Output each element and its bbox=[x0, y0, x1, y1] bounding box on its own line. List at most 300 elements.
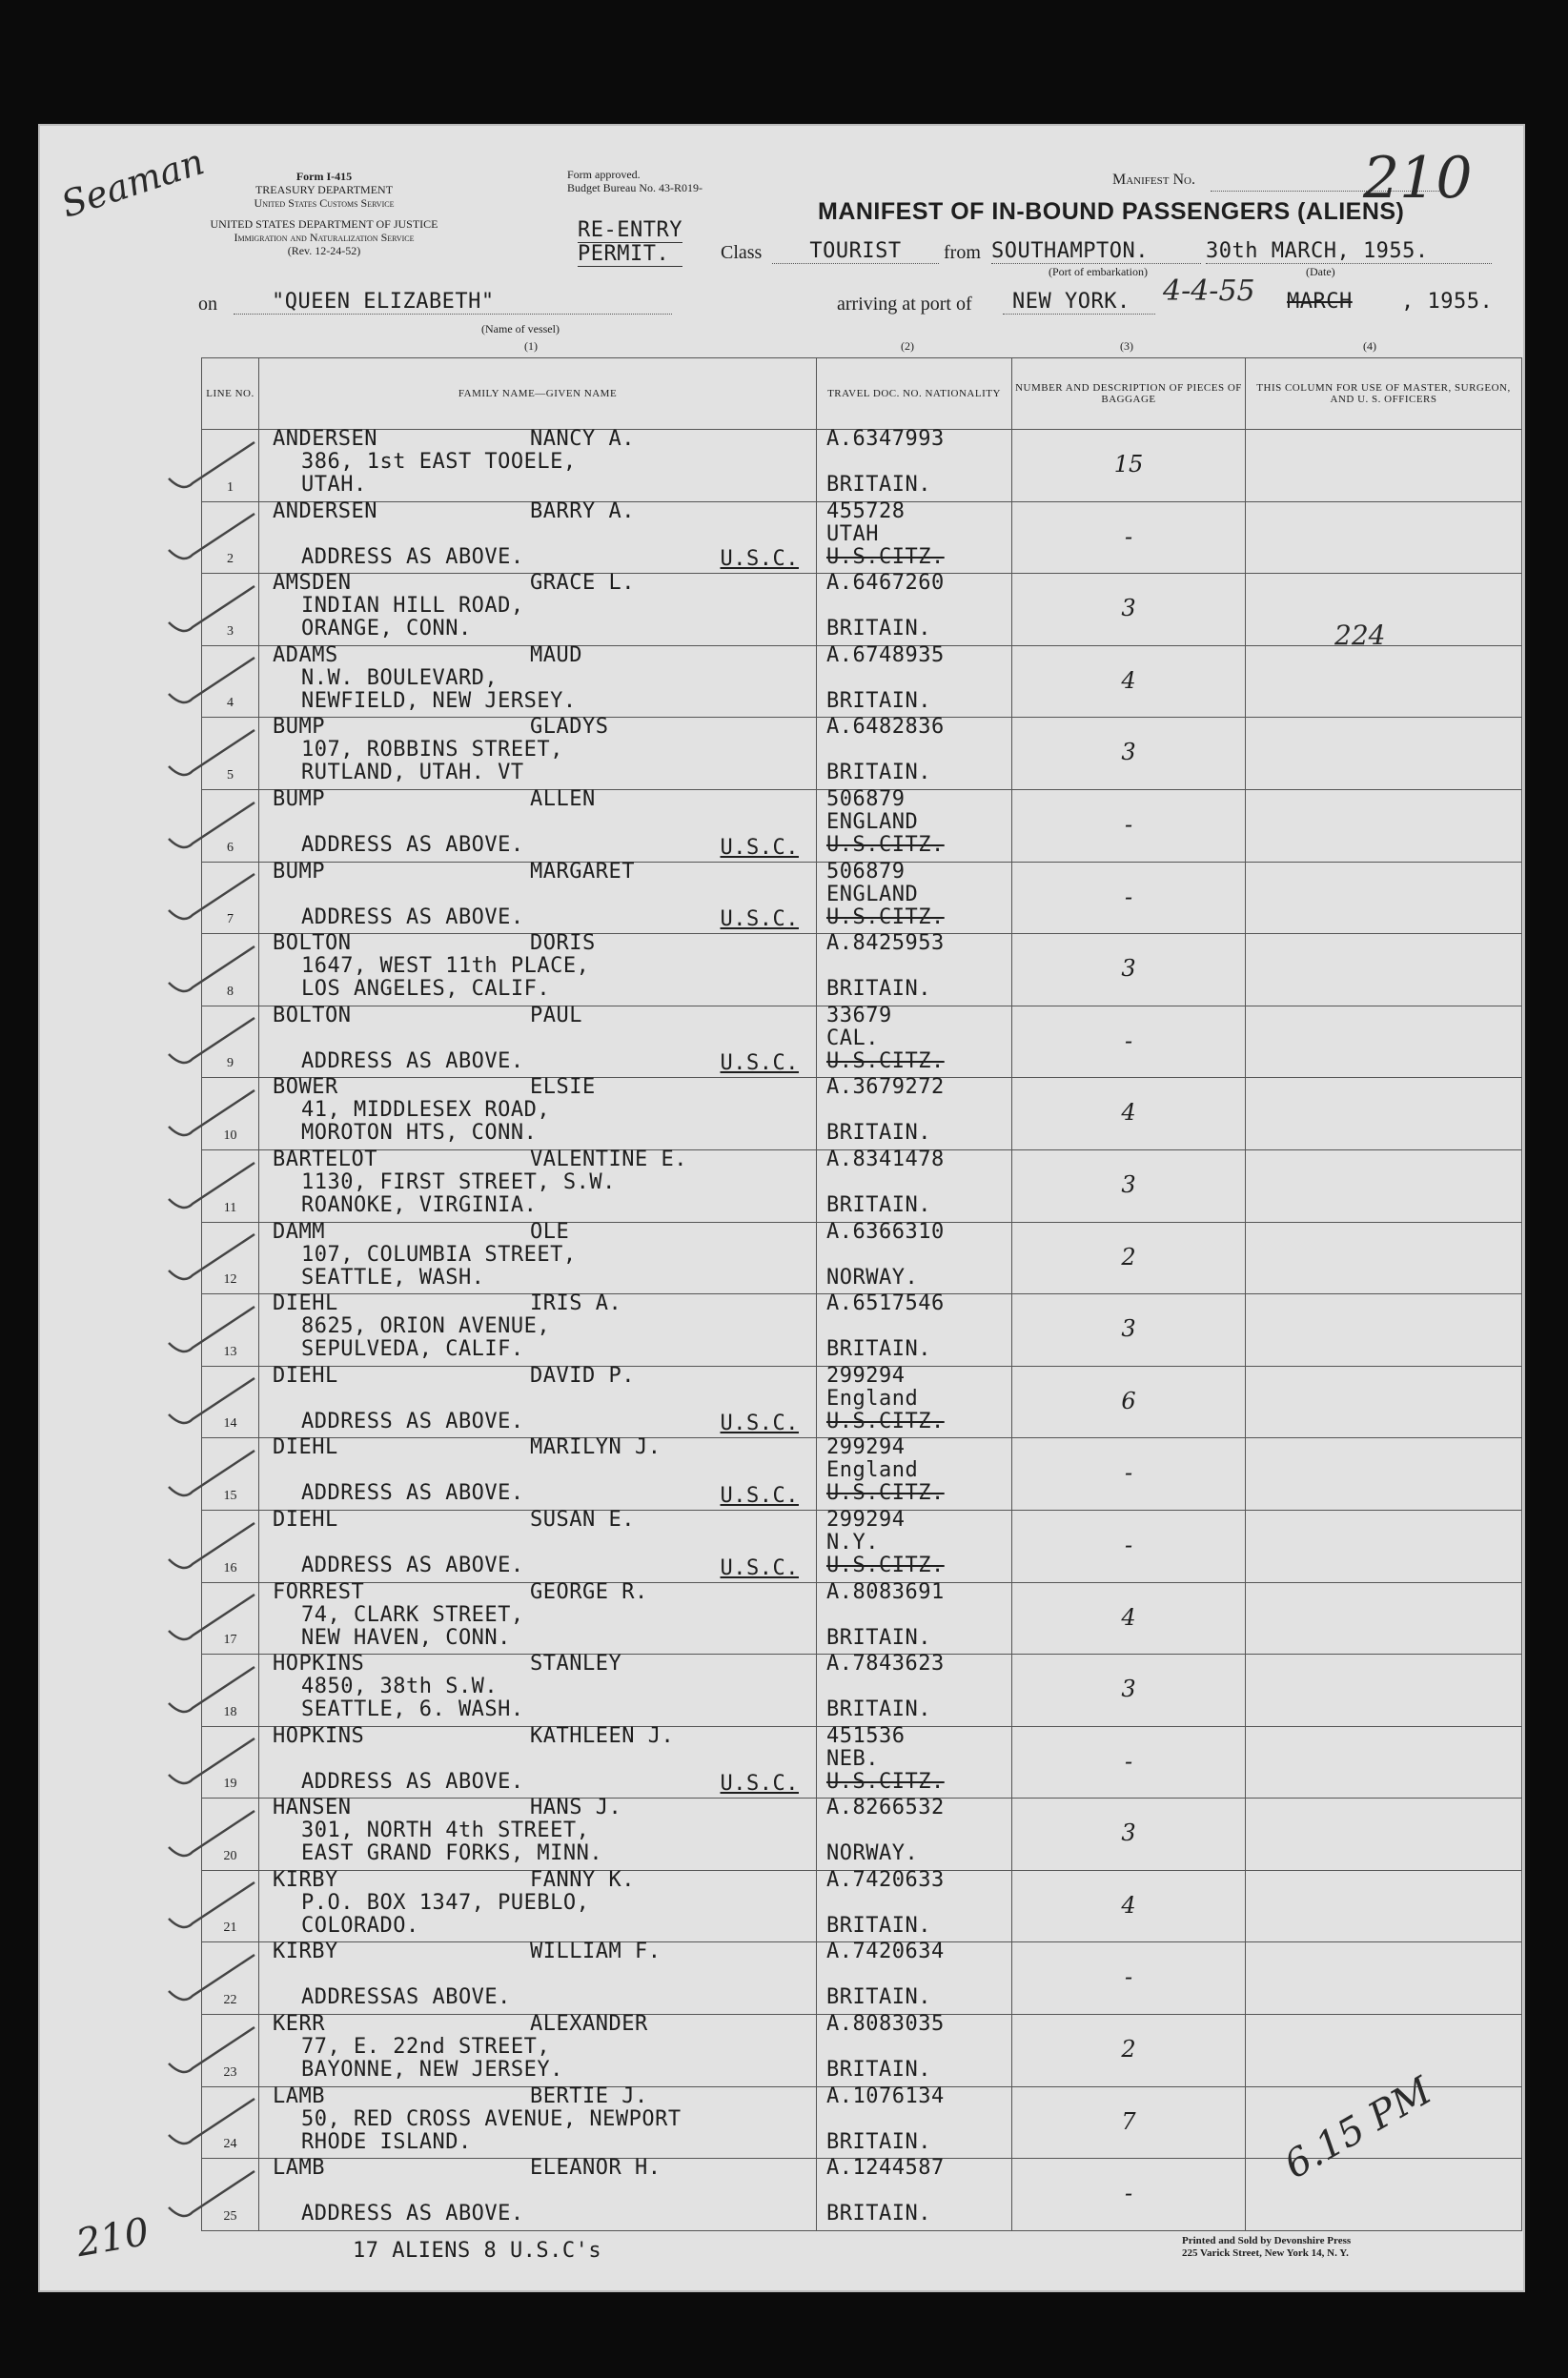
given-name: DORIS bbox=[530, 931, 596, 956]
nationality: BRITAIN. bbox=[826, 2058, 931, 2083]
cell-officers bbox=[1246, 645, 1522, 718]
address-line-1: 4850, 38th S.W. bbox=[301, 1675, 499, 1699]
cell-name bbox=[259, 1075, 817, 1150]
cell-officers bbox=[1246, 501, 1522, 574]
dept-customs: United States Customs Service bbox=[254, 196, 395, 210]
cell-line-no bbox=[202, 934, 259, 1006]
nationality: U.S.CITZ. bbox=[826, 904, 945, 929]
cell-officers bbox=[1246, 1510, 1522, 1582]
cell-baggage bbox=[1012, 2159, 1246, 2231]
cell-line-no bbox=[202, 1438, 259, 1511]
cell-line-no bbox=[202, 501, 259, 574]
address-line-2: ADDRESS AS ABOVE. bbox=[301, 1481, 524, 1506]
address-line-2: MOROTON HTS, CONN. bbox=[301, 1121, 538, 1146]
address-line-1 bbox=[273, 1532, 812, 1555]
travel-doc-no: 299294 bbox=[826, 1507, 906, 1532]
address-line-1: 8625, ORION AVENUE, bbox=[301, 1314, 551, 1339]
address-line-1: 1130, FIRST STREET, S.W. bbox=[301, 1169, 616, 1194]
doc-origin bbox=[826, 739, 945, 762]
given-name: MARILYN J. bbox=[530, 1435, 662, 1460]
family-name: LAMB bbox=[273, 2083, 325, 2108]
cell-line-no bbox=[202, 1799, 259, 1871]
given-name: GRACE L. bbox=[530, 571, 635, 596]
doc-origin: ENGLAND bbox=[826, 882, 919, 906]
line-number: 1 bbox=[227, 479, 234, 495]
table-row bbox=[202, 1655, 1522, 1727]
address-line-2: ORANGE, CONN. bbox=[301, 617, 472, 641]
table-row bbox=[202, 2015, 1522, 2087]
given-name: MARGARET bbox=[530, 859, 635, 884]
line-number: 19 bbox=[223, 1777, 237, 1792]
nationality: BRITAIN. bbox=[826, 2129, 931, 2154]
nationality: U.S.CITZ. bbox=[826, 1481, 945, 1506]
nationality: BRITAIN. bbox=[826, 1697, 931, 1722]
doc-origin: UTAH bbox=[826, 521, 879, 546]
travel-doc-no: A.6482836 bbox=[826, 715, 945, 740]
baggage-count: 3 bbox=[1121, 1676, 1136, 1703]
form-approved: Form approved. bbox=[567, 168, 641, 181]
cell-name bbox=[259, 1435, 817, 1511]
header-baggage: NUMBER AND DESCRIPTION OF PIECES OF BAGGAGE bbox=[1012, 358, 1246, 430]
manifest-sheet bbox=[38, 124, 1525, 2292]
given-name: KATHLEEN J. bbox=[530, 1723, 675, 1748]
form-rev: (Rev. 12-24-52) bbox=[287, 244, 361, 257]
family-name: ADAMS bbox=[273, 642, 338, 667]
cell-officers bbox=[1246, 1870, 1522, 1942]
address-line-2: ROANOKE, VIRGINIA. bbox=[301, 1192, 538, 1217]
table-row bbox=[202, 789, 1522, 862]
cell-line-no bbox=[202, 1294, 259, 1367]
given-name: GLADYS bbox=[530, 715, 609, 740]
nationality: U.S.CITZ. bbox=[826, 1553, 945, 1577]
doc-origin bbox=[826, 667, 945, 690]
address-line-2: SEATTLE, WASH. bbox=[301, 1265, 485, 1290]
nationality: BRITAIN. bbox=[826, 1192, 931, 1217]
printer-line2: 225 Varick Street, New York 14, N. Y. bbox=[1182, 2247, 1349, 2259]
address-line-2: RHODE ISLAND. bbox=[301, 2129, 472, 2154]
address-line-1 bbox=[273, 1459, 812, 1482]
baggage-count: 4 bbox=[1121, 1099, 1136, 1127]
family-name: ANDERSEN bbox=[273, 427, 377, 451]
address-line-1: INDIAN HILL ROAD, bbox=[301, 594, 524, 619]
doc-origin bbox=[826, 2180, 945, 2203]
usc-marker: U.S.C. bbox=[720, 1051, 799, 1076]
cell-officers bbox=[1246, 1582, 1522, 1655]
family-name: DIEHL bbox=[273, 1507, 338, 1532]
usc-marker: U.S.C. bbox=[720, 907, 799, 932]
table-row bbox=[202, 862, 1522, 934]
cell-officers bbox=[1246, 1366, 1522, 1438]
form-number: Form I-415 bbox=[295, 170, 353, 183]
handwritten-time: 6.15 PM bbox=[1276, 2068, 1439, 2188]
col-num-1: (1) bbox=[524, 339, 538, 353]
doc-origin: ENGLAND bbox=[826, 809, 919, 834]
dept-justice: UNITED STATES DEPARTMENT OF JUSTICE bbox=[210, 217, 438, 231]
family-name: DIEHL bbox=[273, 1363, 338, 1388]
table-row bbox=[202, 645, 1522, 718]
cell-officers bbox=[1246, 1149, 1522, 1222]
cell-line-no bbox=[202, 1655, 259, 1727]
line-number: 14 bbox=[223, 1416, 237, 1432]
table-row bbox=[202, 1222, 1522, 1294]
family-name: HANSEN bbox=[273, 1796, 352, 1820]
cell-baggage bbox=[1012, 1006, 1246, 1078]
line-number: 7 bbox=[227, 912, 234, 927]
family-name: DIEHL bbox=[273, 1291, 338, 1316]
cell-line-no bbox=[202, 1942, 259, 2015]
manifest-title: MANIFEST OF IN-BOUND PASSENGERS (ALIENS) bbox=[818, 198, 1405, 225]
given-name: WILLIAM F. bbox=[530, 1940, 662, 1964]
family-name: BUMP bbox=[273, 786, 325, 811]
cell-officers bbox=[1246, 1799, 1522, 1871]
address-line-2: ADDRESS AS ABOVE. bbox=[301, 1048, 524, 1073]
line-number: 10 bbox=[223, 1128, 237, 1143]
baggage-count: 3 bbox=[1121, 955, 1136, 983]
cell-line-no bbox=[202, 2015, 259, 2087]
cell-line-no bbox=[202, 1222, 259, 1294]
cell-officers bbox=[1246, 1438, 1522, 1511]
baggage-count: - bbox=[1124, 810, 1133, 838]
given-name: BARRY A. bbox=[530, 498, 635, 523]
baggage-count: 3 bbox=[1121, 739, 1136, 766]
travel-doc-no: A.8341478 bbox=[826, 1147, 945, 1171]
budget-bureau: Budget Bureau No. 43-R019- bbox=[567, 181, 703, 194]
cell-line-no bbox=[202, 789, 259, 862]
address-line-1 bbox=[273, 1963, 812, 1986]
doc-origin bbox=[826, 1099, 945, 1122]
address-line-2: ADDRESSAS ABOVE. bbox=[301, 1985, 511, 2010]
given-name: GEORGE R. bbox=[530, 1579, 648, 1604]
baggage-count: 2 bbox=[1121, 1243, 1136, 1270]
nationality: U.S.CITZ. bbox=[826, 1048, 945, 1073]
cell-travel-doc bbox=[817, 1507, 1012, 1582]
col-num-4: (4) bbox=[1363, 339, 1376, 353]
date-caption: (Date) bbox=[1306, 265, 1335, 278]
cell-line-no bbox=[202, 1726, 259, 1799]
usc-marker: U.S.C. bbox=[720, 1483, 799, 1508]
family-name: BOLTON bbox=[273, 1003, 352, 1027]
table-row bbox=[202, 1942, 1522, 2015]
cell-officers bbox=[1246, 718, 1522, 790]
cell-travel-doc bbox=[817, 1723, 1012, 1799]
baggage-count: 3 bbox=[1121, 1819, 1136, 1847]
baggage-count: 7 bbox=[1121, 2107, 1136, 2135]
cell-travel-doc bbox=[817, 1796, 1012, 1871]
address-line-2: ADDRESS AS ABOVE. bbox=[301, 1553, 524, 1577]
cell-line-no bbox=[202, 2086, 259, 2159]
cell-officers bbox=[1246, 430, 1522, 502]
cell-travel-doc bbox=[817, 1003, 1012, 1078]
line-number: 4 bbox=[227, 696, 234, 711]
cell-baggage bbox=[1012, 2086, 1246, 2159]
doc-origin bbox=[826, 955, 945, 978]
arrival-port: NEW YORK. bbox=[1003, 291, 1155, 315]
nationality: BRITAIN. bbox=[826, 473, 931, 497]
doc-origin bbox=[826, 1315, 945, 1338]
given-name: ELSIE bbox=[530, 1075, 596, 1100]
family-name: BOWER bbox=[273, 1075, 338, 1100]
line-number: 16 bbox=[223, 1560, 237, 1575]
cell-baggage bbox=[1012, 501, 1246, 574]
baggage-count: 2 bbox=[1121, 2036, 1136, 2063]
doc-origin: England bbox=[826, 1458, 919, 1483]
cell-travel-doc bbox=[817, 498, 1012, 574]
cell-travel-doc bbox=[817, 1867, 1012, 1942]
cell-name bbox=[259, 1003, 817, 1078]
travel-doc-no: 455728 bbox=[826, 498, 906, 523]
baggage-count: - bbox=[1124, 883, 1133, 910]
given-name: PAUL bbox=[530, 1003, 582, 1027]
cell-travel-doc bbox=[817, 1435, 1012, 1511]
cell-line-no bbox=[202, 430, 259, 502]
travel-doc-no: A.7420634 bbox=[826, 1940, 945, 1964]
cell-officers bbox=[1246, 934, 1522, 1006]
passenger-table bbox=[201, 357, 1522, 2231]
baggage-count: 4 bbox=[1121, 666, 1136, 694]
address-line-2: ADDRESS AS ABOVE. bbox=[301, 1769, 524, 1794]
cell-baggage bbox=[1012, 574, 1246, 646]
cell-baggage bbox=[1012, 1294, 1246, 1367]
baggage-count: - bbox=[1124, 1963, 1133, 1991]
address-line-2: ADDRESS AS ABOVE. bbox=[301, 904, 524, 929]
address-line-1: 77, E. 22nd STREET, bbox=[301, 2035, 551, 2060]
cell-name bbox=[259, 1507, 817, 1582]
baggage-count: 15 bbox=[1113, 451, 1144, 478]
cell-travel-doc bbox=[817, 571, 1012, 646]
address-line-1: 386, 1st EAST TOOELE, bbox=[301, 450, 577, 474]
address-line-1 bbox=[273, 1748, 812, 1771]
cell-officers bbox=[1246, 1078, 1522, 1150]
address-line-1: N.W. BOULEVARD, bbox=[301, 665, 499, 690]
cell-name bbox=[259, 859, 817, 934]
nationality: U.S.CITZ. bbox=[826, 832, 945, 857]
cell-travel-doc bbox=[817, 1652, 1012, 1727]
travel-doc-no: A.8425953 bbox=[826, 931, 945, 956]
line-number: 8 bbox=[227, 984, 234, 999]
cell-travel-doc bbox=[817, 931, 1012, 1006]
cell-travel-doc bbox=[817, 1291, 1012, 1367]
baggage-count: 3 bbox=[1121, 595, 1136, 622]
travel-doc-no: 506879 bbox=[826, 859, 906, 884]
cell-officers bbox=[1246, 1726, 1522, 1799]
nationality: BRITAIN. bbox=[826, 688, 931, 713]
cell-baggage bbox=[1012, 430, 1246, 502]
cell-name bbox=[259, 1579, 817, 1655]
cell-line-no bbox=[202, 1510, 259, 1582]
address-line-1 bbox=[273, 523, 812, 546]
doc-origin bbox=[826, 1819, 945, 1842]
cell-baggage bbox=[1012, 862, 1246, 934]
cell-baggage bbox=[1012, 1510, 1246, 1582]
line-number: 22 bbox=[223, 1993, 237, 2008]
cell-name bbox=[259, 2083, 817, 2159]
travel-doc-no: A.1076134 bbox=[826, 2083, 945, 2108]
cell-travel-doc bbox=[817, 1075, 1012, 1150]
usc-marker: U.S.C. bbox=[720, 835, 799, 860]
nationality: U.S.CITZ. bbox=[826, 1769, 945, 1794]
cell-officers bbox=[1246, 2015, 1522, 2087]
cell-name bbox=[259, 1867, 817, 1942]
cell-baggage bbox=[1012, 789, 1246, 862]
address-line-1 bbox=[273, 1027, 812, 1050]
table-header bbox=[202, 358, 1522, 430]
table-row bbox=[202, 501, 1522, 574]
table-row bbox=[202, 1294, 1522, 1367]
family-name: DAMM bbox=[273, 1219, 325, 1244]
given-name: DAVID P. bbox=[530, 1363, 635, 1388]
given-name: ELEANOR H. bbox=[530, 2156, 662, 2181]
nationality: BRITAIN. bbox=[826, 1337, 931, 1362]
travel-doc-no: A.8266532 bbox=[826, 1796, 945, 1820]
header-line-no: LINE NO. bbox=[202, 358, 259, 430]
class-value: TOURIST bbox=[772, 240, 939, 264]
doc-origin bbox=[826, 2108, 945, 2131]
table-row bbox=[202, 718, 1522, 790]
address-line-1: 74, CLARK STREET, bbox=[301, 1602, 524, 1627]
cell-officers bbox=[1246, 789, 1522, 862]
baggage-count: 4 bbox=[1121, 1603, 1136, 1631]
family-name: AMSDEN bbox=[273, 571, 352, 596]
line-number: 25 bbox=[223, 2208, 237, 2224]
given-name: ALLEN bbox=[530, 786, 596, 811]
cell-baggage bbox=[1012, 1655, 1246, 1727]
cell-name bbox=[259, 1942, 817, 2015]
cell-travel-doc bbox=[817, 1149, 1012, 1222]
address-line-2: NEW HAVEN, CONN. bbox=[301, 1625, 511, 1650]
reentry-line2: PERMIT. bbox=[578, 243, 682, 267]
cell-baggage bbox=[1012, 1149, 1246, 1222]
table-row bbox=[202, 1870, 1522, 1942]
given-name: ALEXANDER bbox=[530, 2012, 648, 2037]
table-row bbox=[202, 1149, 1522, 1222]
address-line-2: UTAH. bbox=[301, 473, 367, 497]
cell-officers bbox=[1246, 2159, 1522, 2231]
travel-doc-no: A.6467260 bbox=[826, 571, 945, 596]
cell-baggage bbox=[1012, 1582, 1246, 1655]
line-number: 18 bbox=[223, 1704, 237, 1719]
family-name: LAMB bbox=[273, 2156, 325, 2181]
address-line-2: SEATTLE, 6. WASH. bbox=[301, 1697, 524, 1722]
cell-name bbox=[259, 1149, 817, 1222]
cell-line-no bbox=[202, 574, 259, 646]
header-officers: THIS COLUMN FOR USE OF MASTER, SURGEON, AND U. S. OFFICERS bbox=[1246, 358, 1522, 430]
family-name: BUMP bbox=[273, 859, 325, 884]
travel-doc-no: 33679 bbox=[826, 1003, 892, 1027]
address-line-2: LOS ANGELES, CALIF. bbox=[301, 977, 551, 1002]
cell-baggage bbox=[1012, 1799, 1246, 1871]
arrival-year: , 1955. bbox=[1401, 290, 1494, 314]
line-number: 24 bbox=[223, 2137, 237, 2152]
doc-origin: England bbox=[826, 1386, 919, 1411]
cell-travel-doc bbox=[817, 715, 1012, 790]
cell-baggage bbox=[1012, 1942, 1246, 2015]
usc-marker: U.S.C. bbox=[720, 1772, 799, 1797]
table-row bbox=[202, 1726, 1522, 1799]
cell-name bbox=[259, 1652, 817, 1727]
cell-name bbox=[259, 642, 817, 718]
cell-officers bbox=[1246, 1655, 1522, 1727]
cell-name bbox=[259, 715, 817, 790]
cell-baggage bbox=[1012, 1078, 1246, 1150]
printer-line1: Printed and Sold by Devonshire Press bbox=[1182, 2235, 1352, 2246]
travel-doc-no: 299294 bbox=[826, 1435, 906, 1460]
cell-baggage bbox=[1012, 1870, 1246, 1942]
dept-treasury: TREASURY DEPARTMENT bbox=[255, 183, 394, 196]
line-number: 6 bbox=[227, 840, 234, 855]
doc-origin bbox=[826, 1892, 945, 1915]
family-name: KERR bbox=[273, 2012, 325, 2037]
arriving-label: arriving at port of bbox=[837, 294, 972, 315]
cell-name bbox=[259, 427, 817, 502]
address-line-2: ADDRESS AS ABOVE. bbox=[301, 832, 524, 857]
cell-baggage bbox=[1012, 645, 1246, 718]
cell-line-no bbox=[202, 1078, 259, 1150]
line-number: 21 bbox=[223, 1921, 237, 1936]
cell-name bbox=[259, 1363, 817, 1438]
line-number: 15 bbox=[223, 1488, 237, 1503]
nationality: BRITAIN. bbox=[826, 761, 931, 785]
nationality: BRITAIN. bbox=[826, 977, 931, 1002]
doc-origin bbox=[826, 1963, 945, 1986]
family-name: BOLTON bbox=[273, 931, 352, 956]
printer-credit bbox=[1182, 2235, 1351, 2260]
manifest-number: 210 bbox=[1363, 145, 1473, 212]
address-line-2: COLORADO. bbox=[301, 1913, 419, 1938]
nationality: U.S.CITZ. bbox=[826, 544, 945, 569]
cell-travel-doc bbox=[817, 2156, 1012, 2231]
cell-baggage bbox=[1012, 2015, 1246, 2087]
given-name: BERTIE J. bbox=[530, 2083, 648, 2108]
line-number: 23 bbox=[223, 2064, 237, 2080]
family-name: HOPKINS bbox=[273, 1723, 365, 1748]
doc-origin bbox=[826, 1676, 945, 1698]
cell-line-no bbox=[202, 718, 259, 790]
cell-name bbox=[259, 571, 817, 646]
baggage-count: - bbox=[1124, 1459, 1133, 1487]
nationality: BRITAIN. bbox=[826, 617, 931, 641]
cell-officers bbox=[1246, 1222, 1522, 1294]
from-value: SOUTHAMPTON. bbox=[991, 240, 1201, 264]
class-label: Class bbox=[721, 242, 763, 263]
baggage-count: - bbox=[1124, 1531, 1133, 1558]
cell-officers bbox=[1246, 862, 1522, 934]
address-line-2: ADDRESS AS ABOVE. bbox=[301, 2202, 524, 2226]
baggage-count: 3 bbox=[1121, 1315, 1136, 1343]
handwritten-224: 224 bbox=[1334, 620, 1386, 651]
nationality: BRITAIN. bbox=[826, 1625, 931, 1650]
given-name: FANNY K. bbox=[530, 1867, 635, 1892]
header-name: FAMILY NAME—GIVEN NAME bbox=[259, 358, 817, 430]
from-label: from bbox=[944, 242, 981, 263]
usc-marker: U.S.C. bbox=[720, 547, 799, 572]
cell-travel-doc bbox=[817, 2083, 1012, 2159]
table-row bbox=[202, 1582, 1522, 1655]
doc-origin: NEB. bbox=[826, 1746, 879, 1771]
cell-line-no bbox=[202, 2159, 259, 2231]
given-name: IRIS A. bbox=[530, 1291, 622, 1316]
dept-ins: Immigration and Naturalization Service bbox=[234, 231, 415, 244]
travel-doc-no: A.6366310 bbox=[826, 1219, 945, 1244]
given-name: MAUD bbox=[530, 642, 582, 667]
nationality: BRITAIN. bbox=[826, 1121, 931, 1146]
line-number: 9 bbox=[227, 1056, 234, 1071]
table-row bbox=[202, 934, 1522, 1006]
cell-travel-doc bbox=[817, 2012, 1012, 2087]
family-name: HOPKINS bbox=[273, 1652, 365, 1677]
address-line-1: P.O. BOX 1347, PUEBLO, bbox=[301, 1890, 590, 1915]
travel-doc-no: 299294 bbox=[826, 1363, 906, 1388]
nationality: BRITAIN. bbox=[826, 1913, 931, 1938]
